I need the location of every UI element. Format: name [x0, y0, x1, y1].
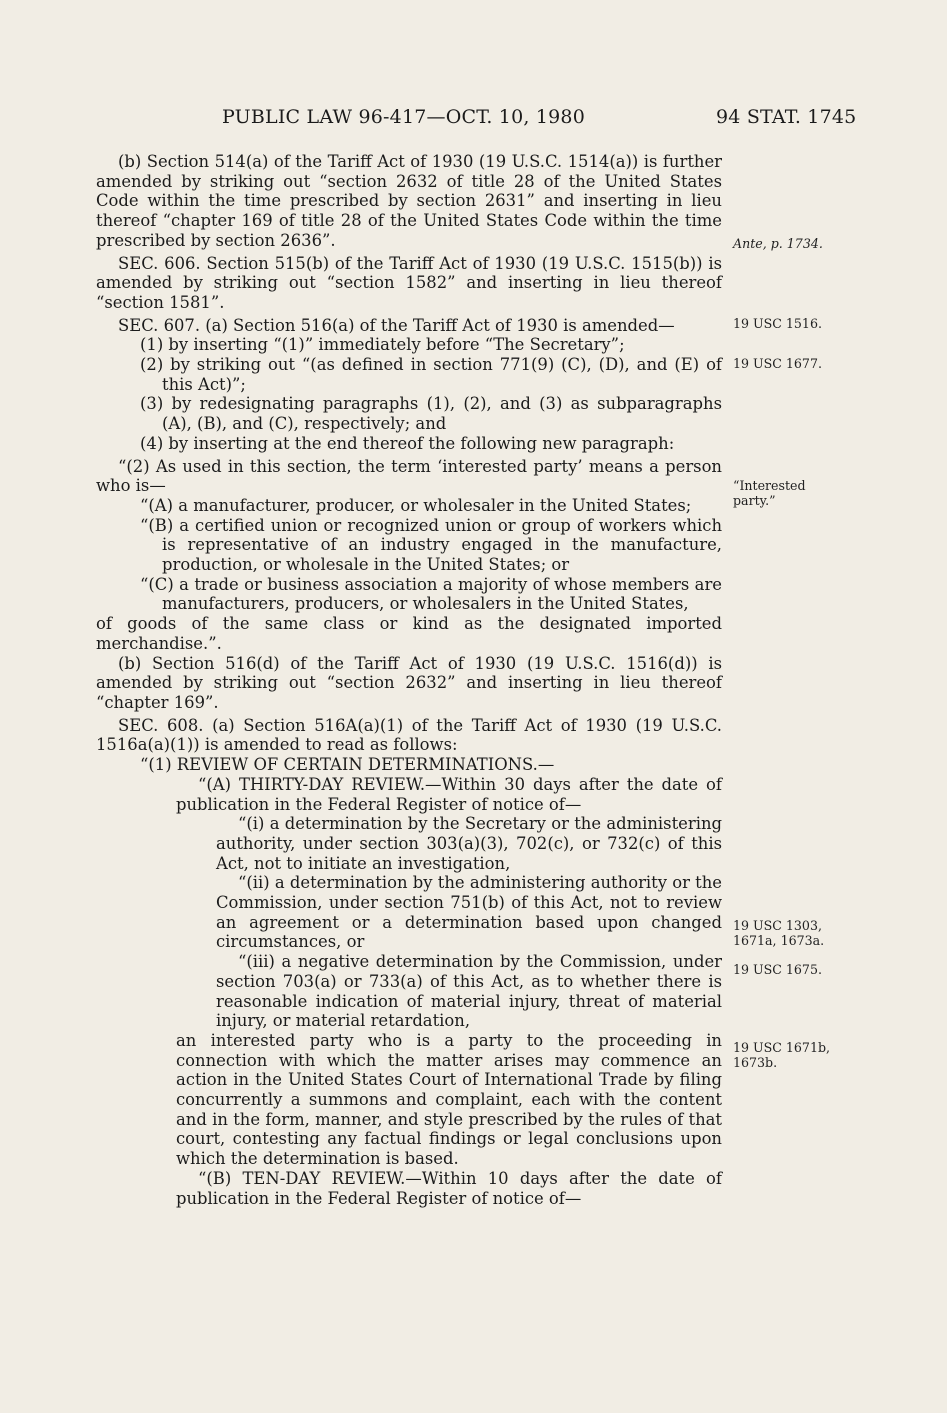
margin-note-1671b: 19 USC 1671b, 1673b.	[733, 1040, 831, 1070]
margin-note-ante: Ante, p. 1734.	[733, 236, 823, 251]
clause-thirty-day-i: “(i) a determination by the Secretary or the administering authority, under section 303(a)(3), 702(c), or 732(c) of this Act, not to initiate an investigation,	[216, 814, 722, 873]
margin-note-1303: 19 USC 1303, 1671a, 1673a.	[733, 918, 825, 948]
paragraph-interested-action: an interested party who is a party to the proceeding in connection with which the matter arises may commence an action in the United States Court of International Trade by filing concurrently a summons and complaint, each with the content and in the form, manner, and style prescribed by the rules of that court, contesting any factual findings or legal conclusions upon which the determination is based.	[176, 1030, 722, 1169]
clause-607-4: (4) by inserting at the end thereof the following new paragraph:	[140, 433, 675, 453]
clause-interested-a: “(A) a manufacturer, producer, or wholesaler in the United States;	[140, 495, 692, 515]
paragraph-sec-606: SEC. 606. Section 515(b) of the Tariff Act of 1930 (19 U.S.C. 1515(b)) is amended by striking out “section 1582” and inserting in lieu thereof “section 1581”.	[96, 253, 722, 312]
statute-body	[96, 152, 722, 1208]
public-law-title: PUBLIC LAW 96-417—OCT. 10, 1980	[222, 106, 586, 128]
clause-607-2: (2) by striking out “(as defined in section 771(9) (C), (D), and (E) of this Act)”;	[140, 355, 722, 394]
clause-interested-b: “(B) a certified union or recognized union or group of workers which is representative of an industry engaged in the manufacture, production, or wholesale in the United States; or	[140, 515, 722, 575]
margin-note-1677: 19 USC 1677.	[733, 356, 822, 371]
margin-note-interested-party: “Interested party.”	[733, 478, 806, 508]
clause-thirty-day-ii: “(ii) a determination by the administering authority or the Commission, under section 751(b) of this Act, not to review an agreement or a determination based upon changed circumstances, or	[216, 873, 722, 952]
paragraph-sec-608: SEC. 608. (a) Section 516A(a)(1) of the Tariff Act of 1930 (19 U.S.C. 1516a(a)(1)) is amended to read as follows:	[96, 715, 722, 755]
heading-thirty-day-review: “(A) THIRTY-DAY REVIEW.—Within 30 days after the date of publication in the Federal Register of notice of—	[176, 774, 722, 814]
stat-reference: 94 STAT. 1745	[716, 106, 857, 128]
clause-thirty-day-iii: “(iii) a negative determination by the Commission, under section 703(a) or 733(a) of this Act, as to whether there is reasonable indication of material injury, threat of material injury, or material retardation,	[216, 952, 722, 1031]
heading-review-determinations: “(1) REVIEW OF CERTAIN DETERMINATIONS.—	[140, 755, 555, 775]
clause-607-1: (1) by inserting “(1)” immediately before “The Secretary”;	[140, 335, 625, 355]
heading-ten-day-review: “(B) TEN-DAY REVIEW.—Within 10 days after the date of publication in the Federal Register of notice of—	[176, 1168, 722, 1208]
paragraph-514b: (b) Section 514(a) of the Tariff Act of 1930 (19 U.S.C. 1514(a)) is further amended by striking out “section 2632 of title 28 of the United States Code within the time prescribed by section 2631” and inserting in lieu thereof “chapter 169 of title 28 of the United States Code within the time prescribed by section 2636”.	[96, 152, 722, 250]
clause-interested-c: “(C) a trade or business association a majority of whose members are manufacturers, producers, or wholesalers in the United States,	[140, 574, 722, 614]
paragraph-sec-607: SEC. 607. (a) Section 516(a) of the Tariff Act of 1930 is amended—	[118, 315, 675, 335]
paragraph-goods: of goods of the same class or kind as the designated imported merchandise.”.	[96, 614, 722, 653]
clause-607-3: (3) by redesignating paragraphs (1), (2), and (3) as subparagraphs (A), (B), and (C), respectively; and	[140, 394, 722, 434]
margin-note-1675: 19 USC 1675.	[733, 962, 822, 977]
paragraph-516d: (b) Section 516(d) of the Tariff Act of 1930 (19 U.S.C. 1516(d)) is amended by striking out “section 2632” and inserting in lieu thereof “chapter 169”.	[96, 653, 722, 712]
paragraph-interested-party: “(2) As used in this section, the term ‘interested party’ means a person who is—	[96, 456, 722, 496]
margin-note-1516: 19 USC 1516.	[733, 316, 822, 331]
page-header	[0, 106, 947, 136]
